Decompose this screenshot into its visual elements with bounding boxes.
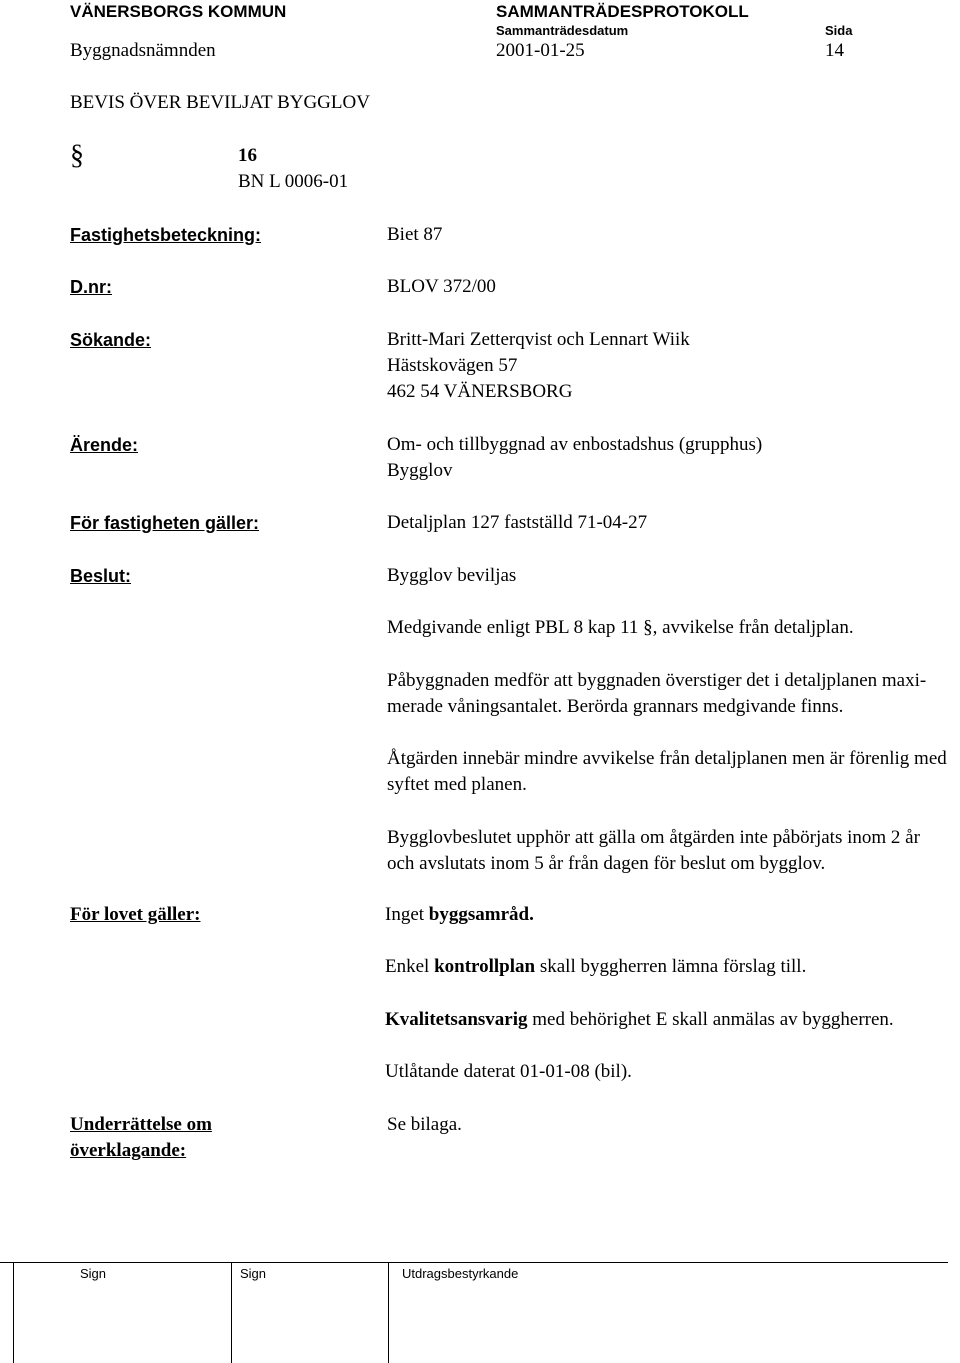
permit-conditions-label: För lovet gäller: xyxy=(70,904,201,925)
sign-field-1: Sign xyxy=(80,1266,107,1281)
property-rules-value: Detaljplan 127 fastställd 71-04-27 xyxy=(387,512,648,533)
applicant-street: Hästskovägen 57 xyxy=(387,355,518,376)
decision-label: Beslut: xyxy=(70,566,132,586)
signature-divider xyxy=(388,1262,389,1363)
matter-type: Bygglov xyxy=(387,460,453,481)
property-rules-label: För fastigheten gäller: xyxy=(70,513,260,533)
dnr-label: D.nr: xyxy=(70,277,112,297)
matter-description: Om- och tillbyggnad av enbostadshus (grupphus) xyxy=(387,434,763,455)
permit-condition-quality: Kvalitetsansvarig med behörighet E skall anmälas av byggherren. xyxy=(385,1009,894,1030)
applicant-names: Britt-Mari Zetterqvist och Lennart Wiik xyxy=(387,329,690,350)
matter-label: Ärende: xyxy=(70,435,139,455)
appeal-notice-label: överklagande: xyxy=(70,1140,187,1161)
page-label: Sida xyxy=(825,23,853,38)
municipality-name: VÄNERSBORGS KOMMUN xyxy=(70,2,287,21)
date-label: Sammanträdesdatum xyxy=(496,23,629,38)
decision-line: syftet med planen. xyxy=(387,774,527,795)
meeting-date: 2001-01-25 xyxy=(496,40,585,61)
signature-divider xyxy=(13,1262,14,1363)
permit-condition-statement: Utlåtande daterat 01-01-08 (bil). xyxy=(385,1061,632,1082)
decision-line: och avslutats inom 5 år från dagen för beslut om bygglov. xyxy=(387,853,826,874)
section-number: 16 xyxy=(238,145,257,166)
signature-box-top xyxy=(0,1262,948,1263)
applicant-city: 462 54 VÄNERSBORG xyxy=(387,381,573,402)
decision-line: Åtgärden innebär mindre avvikelse från detaljplanen men är förenlig med xyxy=(387,748,947,769)
applicant-label: Sökande: xyxy=(70,330,152,350)
permit-condition-control-plan: Enkel kontrollplan skall byggherren lämna förslag till. xyxy=(385,956,807,977)
case-reference: BN L 0006-01 xyxy=(238,171,349,192)
protocol-title: SAMMANTRÄDESPROTOKOLL xyxy=(496,2,749,21)
decision-line: Bygglovbeslutet upphör att gälla om åtgärden inte påbörjats inom 2 år xyxy=(387,827,920,848)
decision-line: Medgivande enligt PBL 8 kap 11 §, avvikelse från detaljplan. xyxy=(387,617,854,638)
dnr-value: BLOV 372/00 xyxy=(387,276,496,297)
property-designation-label: Fastighetsbeteckning: xyxy=(70,225,262,245)
permit-condition-consultation: Inget byggsamråd. xyxy=(385,904,534,925)
appeal-notice-label: Underrättelse om xyxy=(70,1114,212,1135)
decision-line: merade våningsantalet. Berörda grannars medgivande finns. xyxy=(387,696,844,717)
document-title: BEVIS ÖVER BEVILJAT BYGGLOV xyxy=(70,92,370,113)
property-designation-value: Biet 87 xyxy=(387,224,443,245)
decision-line: Bygglov beviljas xyxy=(387,565,517,586)
section-symbol: § xyxy=(70,140,84,171)
signature-divider xyxy=(231,1262,232,1363)
committee-name: Byggnadsnämnden xyxy=(70,40,216,61)
page-number: 14 xyxy=(825,40,844,61)
extract-certification-field: Utdragsbestyrkande xyxy=(402,1266,519,1281)
decision-line: Påbyggnaden medför att byggnaden överstiger det i detaljplanen maxi- xyxy=(387,670,927,691)
sign-field-2: Sign xyxy=(240,1266,267,1281)
appeal-notice-value: Se bilaga. xyxy=(387,1114,462,1135)
